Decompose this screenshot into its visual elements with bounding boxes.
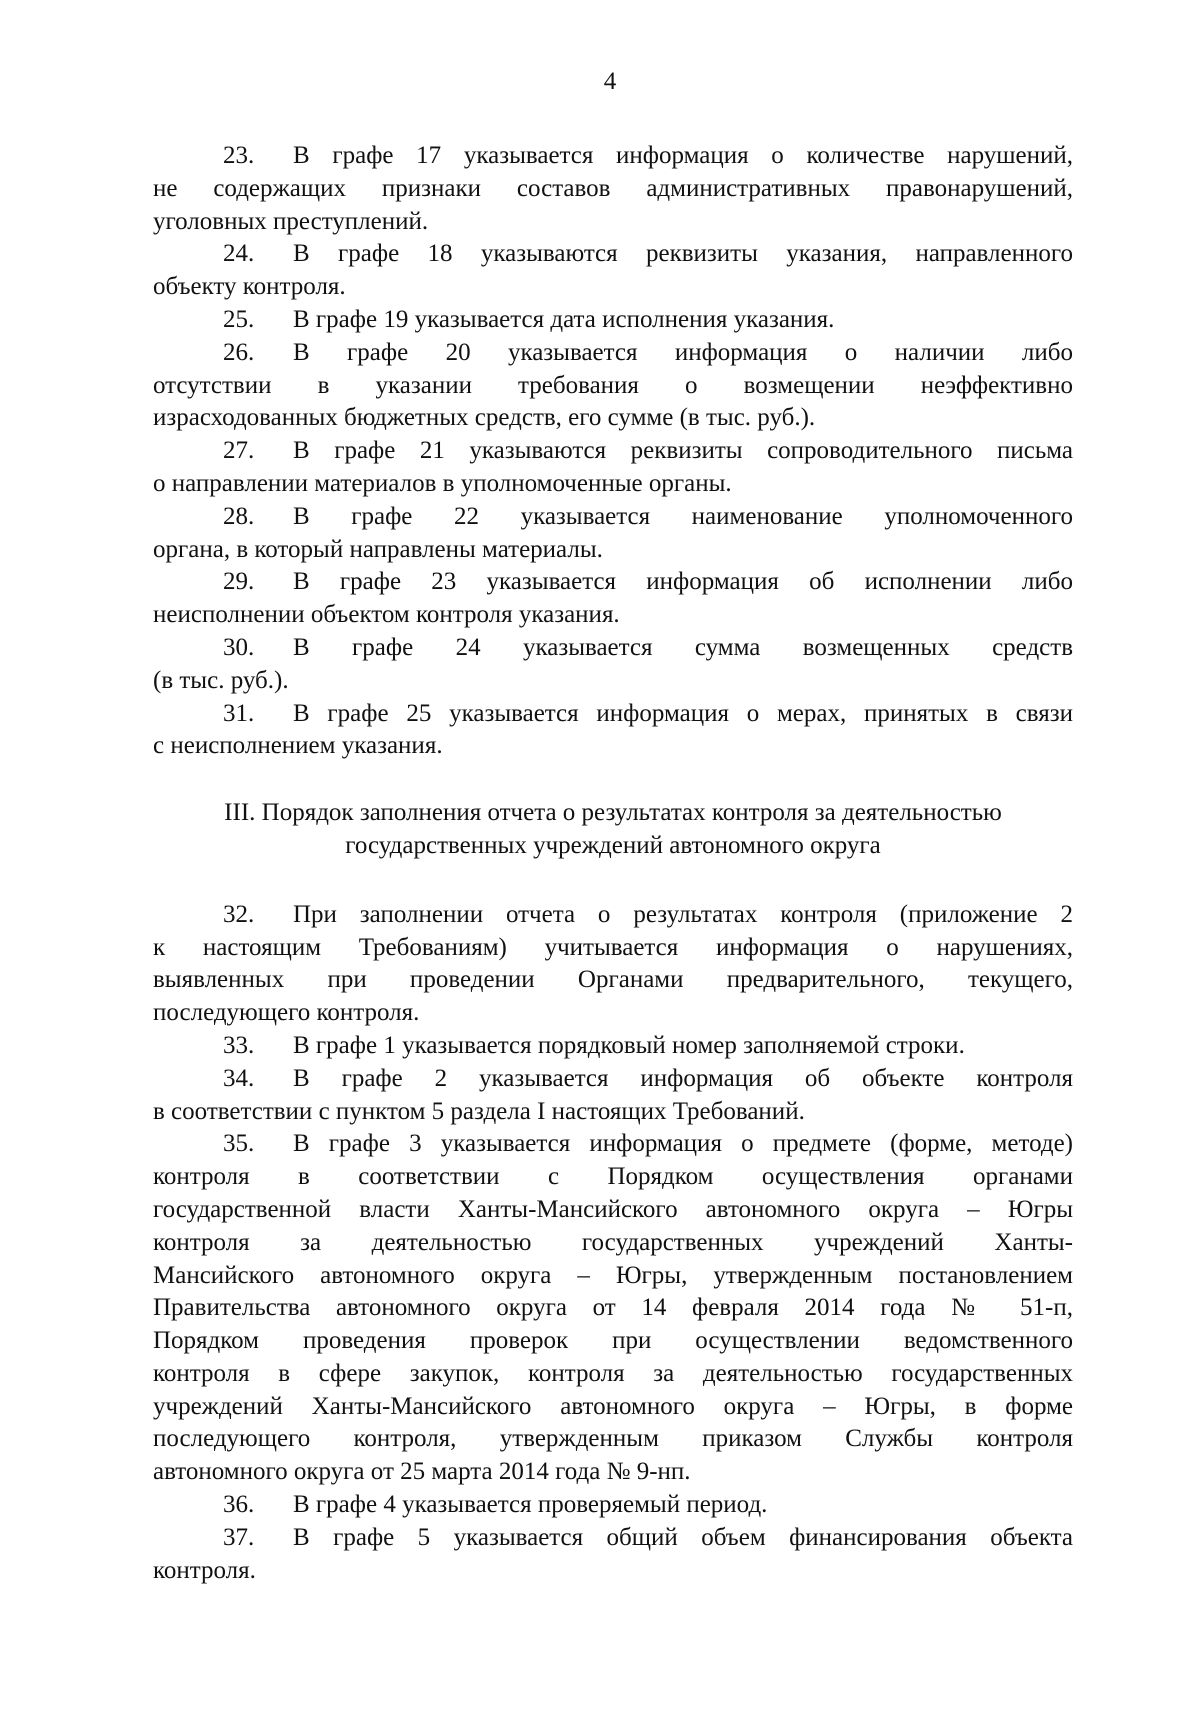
paragraph-text: В графе 21 указываются реквизиты сопроводительного письма (293, 437, 1073, 465)
paragraph-line (153, 566, 1073, 599)
paragraph-line: учреждений Ханты-Мансийского автономного округа – Югры, в форме (153, 1392, 1073, 1420)
paragraph-line (153, 1489, 1073, 1522)
paragraph-text: В графе 19 указывается дата исполнения указания. (293, 305, 835, 333)
paragraph (153, 1489, 1073, 1522)
paragraph-line: последующего контроля. (153, 999, 420, 1027)
paragraph-number: 31. (223, 699, 255, 727)
paragraph (153, 632, 1073, 698)
paragraph-list-before-heading (153, 140, 1073, 763)
paragraph-text: В графе 25 указывается информация о мерах, принятых в связи (293, 699, 1073, 727)
paragraph-line: выявленных при проведении Органами предварительного, текущего, (153, 966, 1073, 994)
section-heading-line-1: III. Порядок заполнения отчета о результатах контроля за деятельностью (224, 799, 1002, 827)
paragraph-line (153, 1063, 1073, 1096)
paragraph-line (153, 140, 1073, 173)
paragraph-line (153, 337, 1073, 370)
paragraph-line: органа, в который направлены материалы. (153, 535, 603, 563)
paragraph-line: государственной власти Ханты-Мансийского автономного округа – Югры (153, 1195, 1073, 1223)
paragraph-line (153, 632, 1073, 665)
paragraph-line: Порядком проведения проверок при осуществлении ведомственного (153, 1327, 1073, 1355)
paragraph (153, 566, 1073, 632)
paragraph-line: отсутствии в указании требования о возмещении неэффективно (153, 371, 1073, 399)
paragraph-line: в соответствии с пунктом 5 раздела I настоящих Требований. (153, 1097, 805, 1125)
paragraph-text: При заполнении отчета о результатах контроля (приложение 2 (293, 900, 1073, 928)
paragraph-number: 25. (223, 305, 255, 333)
paragraph-line: неисполнении объектом контроля указания. (153, 601, 620, 629)
paragraph-line: контроля в сфере закупок, контроля за деятельностью государственных (153, 1359, 1073, 1387)
paragraph-number: 23. (223, 142, 255, 169)
paragraph-line (153, 304, 1073, 337)
paragraph-line: контроля в соответствии с Порядком осуществления органами (153, 1163, 1073, 1191)
paragraph-text: В графе 2 указывается информация об объекте контроля (293, 1064, 1073, 1092)
paragraph-number: 34. (223, 1064, 255, 1092)
section-heading-line-2: государственных учреждений автономного округа (345, 831, 881, 859)
paragraph-line: израсходованных бюджетных средств, его сумме (в тыс. руб.). (153, 404, 816, 432)
paragraph-line (153, 1030, 1073, 1063)
paragraph-line: последующего контроля, утвержденным приказом Службы контроля (153, 1425, 1073, 1453)
paragraph-text: В графе 22 указывается наименование уполномоченного (293, 502, 1073, 530)
paragraph-line: уголовных преступлений. (153, 207, 429, 235)
paragraph-line: автономного округа от 25 марта 2014 года № 9-нп. (153, 1458, 691, 1486)
paragraph-line (153, 435, 1073, 468)
paragraph (153, 304, 1073, 337)
paragraph-line: с неисполнением указания. (153, 732, 443, 760)
paragraph (153, 140, 1073, 238)
paragraph-line: о направлении материалов в уполномоченные органы. (153, 469, 732, 497)
paragraph-text: В графе 5 указывается общий объем финансирования объекта (293, 1523, 1073, 1551)
paragraph-number: 35. (223, 1130, 255, 1158)
paragraph-line: объекту контроля. (153, 273, 346, 301)
paragraph-line (153, 899, 1073, 932)
paragraph-text: В графе 3 указывается информация о предмете (форме, методе) (293, 1130, 1073, 1158)
paragraph-line: к настоящим Требованиям) учитывается информация о нарушениях, (153, 933, 1073, 961)
paragraph-number: 33. (223, 1031, 255, 1059)
paragraph-number: 32. (223, 900, 255, 928)
paragraph-text: В графе 17 указывается информация о количестве нарушений, (293, 142, 1073, 169)
paragraph (153, 501, 1073, 567)
paragraph (153, 238, 1073, 304)
paragraph-number: 27. (223, 437, 255, 465)
paragraph-line: (в тыс. руб.). (153, 666, 289, 694)
paragraph (153, 435, 1073, 501)
paragraph-line (153, 238, 1073, 271)
paragraph-line (153, 1522, 1073, 1555)
paragraph-number: 26. (223, 338, 255, 366)
paragraph-number: 28. (223, 502, 255, 530)
paragraph-line: Мансийского автономного округа – Югры, утвержденным постановлением (153, 1261, 1073, 1289)
paragraph-list-after-heading (153, 899, 1073, 1588)
paragraph (153, 899, 1073, 1030)
paragraph (153, 1063, 1073, 1129)
paragraph-number: 24. (223, 240, 255, 268)
paragraph-text: В графе 18 указываются реквизиты указания, направленного (293, 240, 1073, 268)
paragraph-text: В графе 23 указывается информация об исполнении либо (293, 568, 1073, 596)
paragraph-line (153, 698, 1073, 731)
paragraph-number: 36. (223, 1491, 255, 1519)
paragraph-number: 29. (223, 568, 255, 596)
paragraph-text: В графе 24 указывается сумма возмещенных средств (293, 633, 1073, 661)
paragraph (153, 337, 1073, 435)
paragraph (153, 1030, 1073, 1063)
paragraph-line (153, 1128, 1073, 1161)
paragraph-text: В графе 1 указывается порядковый номер заполняемой строки. (293, 1031, 965, 1059)
paragraph (153, 1128, 1073, 1489)
paragraph-text: В графе 4 указывается проверяемый период. (293, 1491, 768, 1519)
paragraph (153, 698, 1073, 764)
paragraph-line (153, 501, 1073, 534)
paragraph-line: Правительства автономного округа от 14 февраля 2014 года № 51-п, (153, 1294, 1073, 1322)
paragraph-text: В графе 20 указывается информация о наличии либо (293, 338, 1073, 366)
page-number: 4 (603, 68, 617, 95)
paragraph-number: 30. (223, 633, 255, 661)
document-body (153, 140, 1073, 1587)
paragraph-line: не содержащих признаки составов административных правонарушений, (153, 174, 1073, 202)
paragraph-line: контроля за деятельностью государственных учреждений Ханты- (153, 1228, 1073, 1256)
paragraph (153, 1522, 1073, 1588)
paragraph-number: 37. (223, 1523, 255, 1551)
paragraph-line: контроля. (153, 1556, 256, 1584)
section-heading (153, 797, 1073, 863)
